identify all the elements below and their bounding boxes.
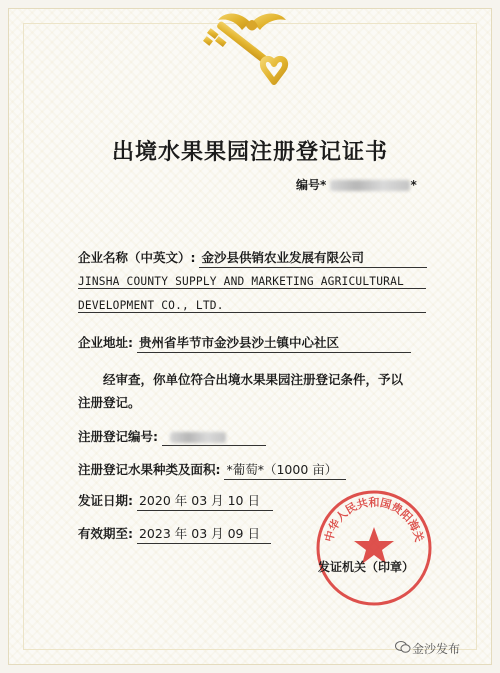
registration-number-label: 注册登记编号:: [78, 429, 158, 444]
company-name-en-row-1: [78, 273, 426, 289]
issue-date-value: 2020 年 03 月 10 日: [137, 491, 273, 511]
company-name-en-row-2: [78, 297, 426, 313]
issuing-authority: 发证机关（印章）: [318, 560, 415, 574]
company-name-row: [78, 248, 427, 268]
serial-number: 编号* *: [296, 178, 417, 192]
fruit-area-value: *葡萄*（1000 亩）: [224, 460, 346, 480]
company-name-en-line-1: JINSHA COUNTY SUPPLY AND MARKETING AGRICULTURAL: [78, 275, 426, 289]
address-row: [78, 333, 411, 353]
valid-until-row: [78, 524, 271, 544]
issue-date-row: [78, 491, 273, 511]
registration-number-value: [162, 429, 266, 446]
registration-number-row: [78, 427, 266, 446]
certificate-title: 出境水果果园注册登记证书: [111, 140, 388, 165]
company-name-cn: 金沙县供销农业发展有限公司: [199, 248, 427, 268]
watermark-text: 金沙发布: [412, 642, 461, 656]
address-value: 贵州省毕节市金沙县沙土镇中心社区: [137, 333, 411, 353]
issue-date-label: 发证日期:: [78, 493, 133, 508]
approval-text-line-1: 经审查，你单位符合出境水果果园注册登记条件，予以: [103, 372, 404, 387]
company-name-label: 企业名称（中英文）:: [78, 250, 196, 265]
official-seal: [313, 487, 435, 609]
redacted-serial: [330, 180, 410, 191]
winged-key-emblem: [190, 8, 310, 108]
redacted-registration-number: [170, 432, 226, 443]
company-name-en-line-2: DEVELOPMENT CO., LTD.: [78, 299, 426, 313]
valid-until-value: 2023 年 03 月 09 日: [137, 524, 271, 544]
svg-text:中华人民共和国贵阳海关: 中华人民共和国贵阳海关: [322, 495, 426, 544]
address-label: 企业地址:: [78, 335, 133, 350]
fruit-area-row: [78, 460, 346, 480]
fruit-area-label: 注册登记水果种类及面积:: [78, 462, 221, 477]
approval-text-line-2: 注册登记。: [78, 395, 141, 410]
wechat-icon: [395, 640, 411, 654]
serial-label: 编号: [296, 178, 321, 192]
valid-until-label: 有效期至:: [78, 526, 133, 541]
